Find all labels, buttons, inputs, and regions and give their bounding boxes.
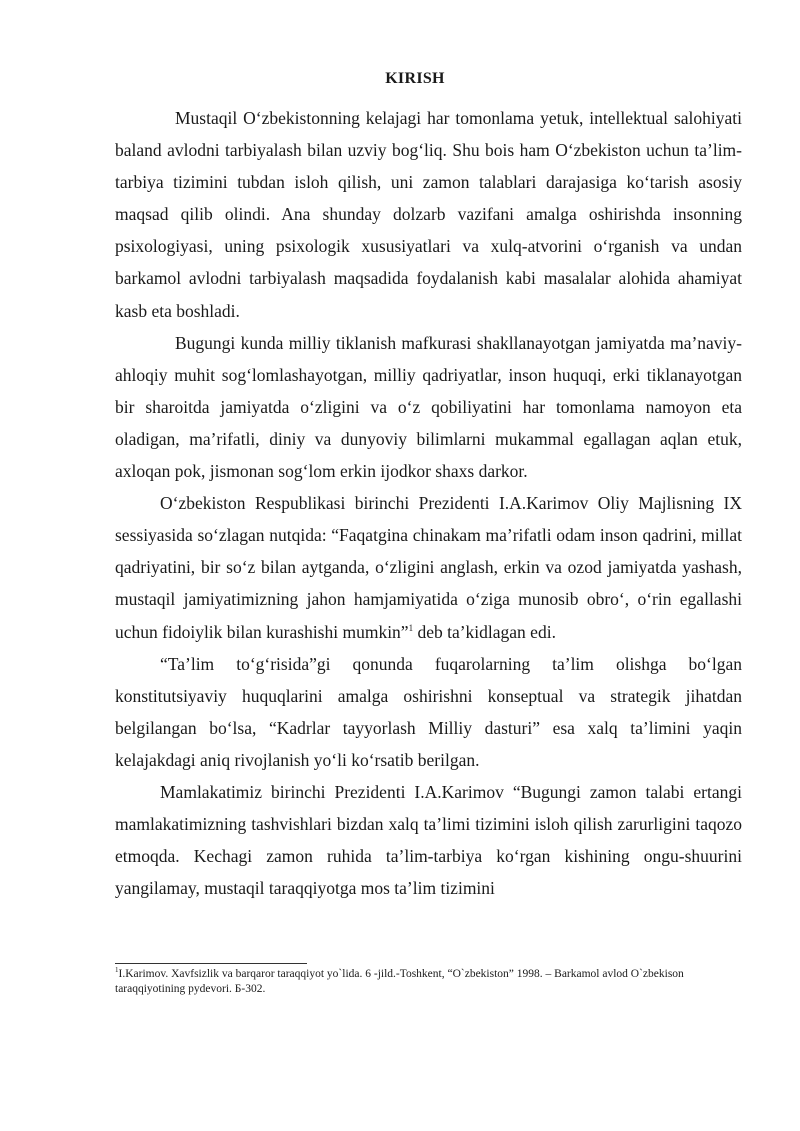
paragraph-2: Bugungi kunda milliy tiklanish mafkurasi shakllanayotgan jamiyatda ma’naviy-ahloqiy muhit sog‘lomlashayotgan, milliy qadriyatlar, inson huquqi, erki tiklanayotgan bir sharoitda jamiyatda o‘zligini va o‘z qobiliyatini har tomonlama namoyon eta oladigan, ma’rifatli, diniy va dunyoviy bilimlarni mukammal egallagan aqlan etuk, axloqan pok, jismonan sog‘lom erkin ijodkor shaxs darkor. bbox=[115, 332, 742, 482]
paragraph-3-tail: deb ta’kidlagan edi. bbox=[413, 621, 556, 642]
paragraph-3-text: O‘zbekiston Respublikasi birinchi Prezidenti I.A.Karimov Oliy Majlisning IX sessiyasida so‘zlagan nutqida: “Faqatgina chinakam ma’rifatli odam inson qadrini, millat qadriyatini, bir so‘z bilan aytganda, o‘zligini anglash, erkin va ozod jamiyatda yashash, mustaqil jamiyatimizning jahon hamjamiyatida o‘ziga munosib obro‘, o‘rin egallashi uchun fidoiylik bilan kurashishi mumkin” bbox=[115, 493, 742, 642]
paragraph-5: Mamlakatimiz birinchi Prezidenti I.A.Karimov “Bugungi zamon talabi ertangi mamlakatimizning tashvishlari bizdan xalq ta’limi tizimini isloh qilish zarurligini taqozo etmoqda. Kechagi zamon ruhida ta’lim-tarbiya ko‘rgan kishining ongu-shuurini yangilamay, mustaqil taraqqiyotga mos ta’lim tizimini bbox=[115, 781, 742, 899]
paragraph-4: “Ta’lim to‘g‘risida”gi qonunda fuqarolarning ta’lim olishga bo‘lgan konstitutsiyaviy huquqlarini amalga oshirishni konseptual va strategik jihatdan belgilangan bo‘lsa, “Kadrlar tayyorlash Milliy dasturi” esa xalq ta’limini yaqin kelajakdagi aniq rivojlanish yo‘li ko‘rsatib berilgan. bbox=[115, 653, 742, 770]
footnote-marker: 1 bbox=[115, 966, 119, 975]
footnote-reference[interactable]: 1 bbox=[408, 622, 414, 633]
page-title: KIRISH bbox=[385, 70, 445, 87]
paragraph-3 bbox=[115, 487, 742, 647]
footnote-text: I.Karimov. Xavfsizlik va barqaror taraqqiyot yo`lida. 6 -jild.-Toshkent, “O`zbekiston” 1998. – Barkamol avlod O`zbekison taraqqiyotining pydevori. Б-302. bbox=[115, 968, 684, 995]
document-body bbox=[115, 102, 742, 904]
paragraph-1: Mustaqil O‘zbekistonning kelajagi har tomonlama yetuk, intellektual salohiyati baland avlodni tarbiyalash bilan uzviy bog‘liq. Shu bois ham O‘zbekiston uchun ta’lim-tarbiya tizimini tubdan isloh qilish, uni zamon talablari darajasiga ko‘tarish asosiy maqsad qilib olindi. Ana shunday dolzarb vazifani amalga oshirishda insonning psixologiyasi, uning psixologik xususiyatlari va xulq-atvorini o‘rganish va undan barkamol avlodni tarbiyalash maqsadida foydalanish kabi masalalar alohida ahamiyat kasb eta boshladi. bbox=[115, 108, 742, 321]
footnote-divider bbox=[115, 963, 307, 964]
footnote bbox=[115, 967, 755, 997]
